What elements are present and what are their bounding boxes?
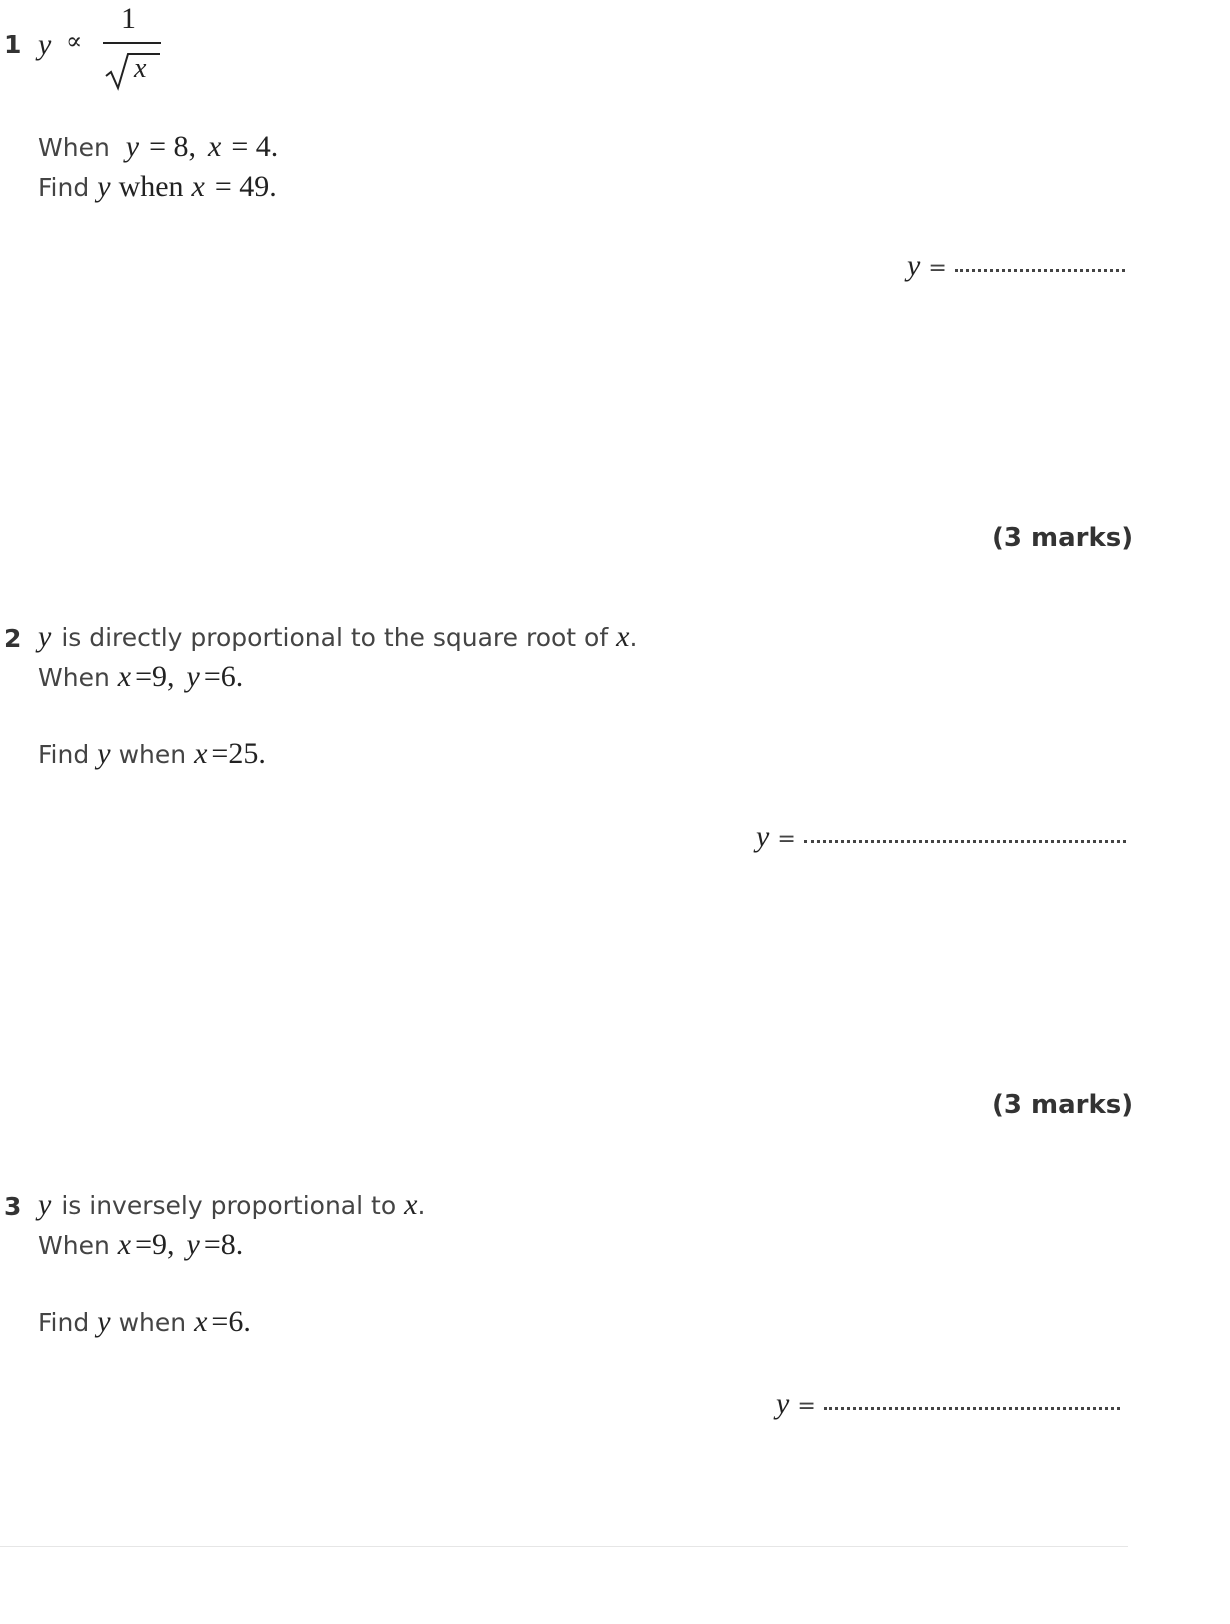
statement-var-y: y — [38, 620, 52, 653]
given-prefix: When — [38, 133, 110, 162]
question-statement — [38, 620, 637, 654]
find-cond-var: x — [194, 737, 208, 770]
question-number: 2 — [4, 624, 22, 653]
given-var-1: x — [117, 660, 132, 693]
answer-label: y — [907, 249, 921, 282]
given-value-2: = 4. — [231, 130, 279, 163]
marks-label: (3 marks) — [992, 1090, 1134, 1120]
fraction-bar — [103, 42, 161, 44]
statement-period: . — [629, 623, 638, 652]
answer-line[interactable] — [756, 820, 1126, 854]
find-var: y — [97, 1305, 111, 1338]
find-cond-var: x — [191, 170, 205, 203]
statement-var-x: x — [404, 1188, 418, 1221]
find-cond-value: =25. — [211, 737, 266, 770]
answer-equals: = — [928, 256, 947, 281]
find-var: y — [97, 170, 111, 203]
given-prefix: When — [38, 1231, 110, 1260]
given-value-1: = 8, — [149, 130, 197, 163]
find-prefix: Find — [38, 740, 90, 769]
find-prefix: Find — [38, 173, 90, 202]
find-when: when — [118, 740, 187, 769]
find-line — [38, 1305, 251, 1339]
fraction-numerator: 1 — [121, 2, 136, 35]
given-var-1: y — [125, 130, 140, 163]
given-line — [38, 660, 243, 694]
answer-line[interactable] — [776, 1387, 1120, 1421]
question-number: 3 — [4, 1192, 22, 1221]
answer-label: y — [776, 1387, 790, 1420]
find-prefix: Find — [38, 1308, 90, 1337]
given-value-1: =9, — [135, 1228, 175, 1261]
given-value-1: =9, — [135, 660, 175, 693]
given-value-2: =8. — [203, 1228, 244, 1261]
statement-period: . — [417, 1191, 426, 1220]
find-cond-var: x — [194, 1305, 208, 1338]
given-var-2: x — [208, 130, 222, 163]
statement-var-y: y — [38, 1188, 52, 1221]
answer-label: y — [756, 820, 770, 853]
find-line — [38, 737, 266, 771]
find-when: when — [118, 1308, 187, 1337]
question-number: 1 — [4, 30, 22, 59]
bottom-divider — [0, 1546, 1128, 1547]
answer-equals: = — [777, 827, 796, 852]
given-line — [38, 130, 278, 164]
given-var-2: y — [186, 1228, 200, 1261]
variable-y: y — [38, 28, 52, 61]
given-prefix: When — [38, 663, 110, 692]
given-var-2: y — [186, 660, 200, 693]
given-var-1: x — [117, 1228, 132, 1261]
find-var: y — [97, 737, 111, 770]
given-line — [38, 1228, 243, 1262]
statement-text: is inversely proportional to — [61, 1191, 397, 1220]
square-root-symbol — [104, 50, 162, 92]
statement-text: is directly proportional to the square root of — [61, 623, 609, 652]
answer-dotted-line[interactable] — [955, 269, 1125, 272]
statement-var-x: x — [616, 620, 630, 653]
find-when: when — [118, 170, 184, 203]
radicand: x — [134, 53, 147, 84]
find-line — [38, 170, 277, 204]
marks-label: (3 marks) — [992, 523, 1134, 553]
answer-dotted-line[interactable] — [824, 1407, 1120, 1410]
find-cond-value: = 49. — [214, 170, 277, 203]
answer-line[interactable] — [907, 249, 1125, 283]
question-statement — [38, 1188, 425, 1222]
proportional-symbol: ∝ — [66, 29, 83, 55]
answer-dotted-line[interactable] — [804, 840, 1126, 843]
find-cond-value: =6. — [211, 1305, 251, 1338]
answer-equals: = — [797, 1394, 816, 1419]
given-value-2: =6. — [203, 660, 244, 693]
